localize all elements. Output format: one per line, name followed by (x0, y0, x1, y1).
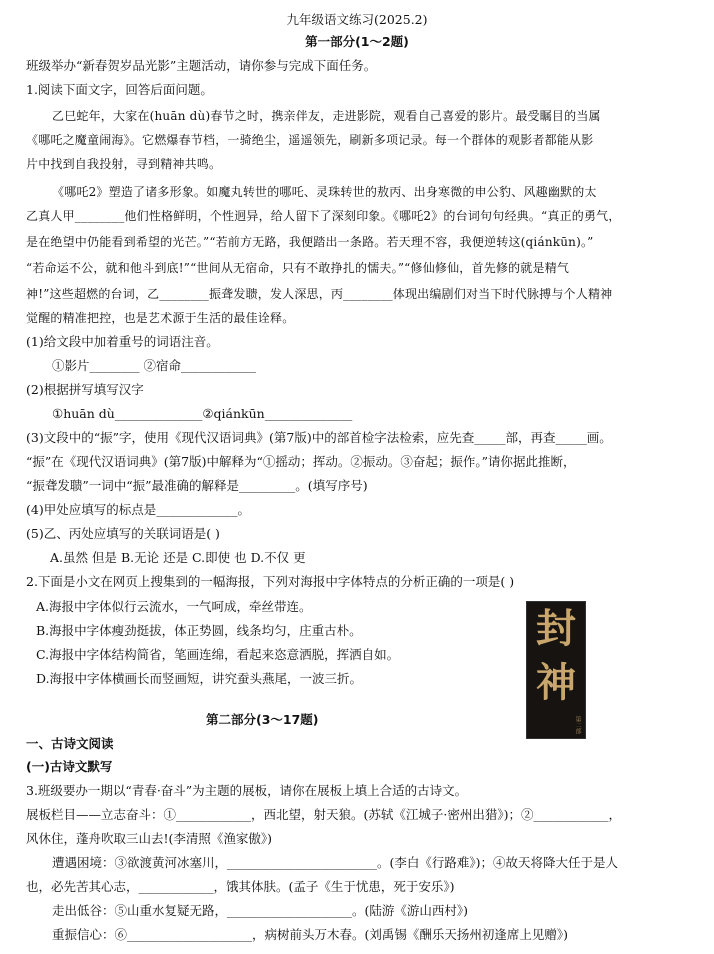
poster-subtitle: 第二部 (574, 716, 581, 734)
sub-question-1-blanks: ①影片________ ②宿命____________ (52, 358, 256, 373)
poster-char-2: 神 (536, 659, 576, 706)
poster-char-1: 封 (536, 605, 576, 652)
question-2-option-c: C.海报中字体结构简省，笔画连绵，看起来恣意洒脱，挥洒自如。 (36, 647, 400, 662)
sub-question-2: (2)根据拼写填写汉字 (26, 382, 144, 397)
activity-intro: 班级举办“新春贺岁品光影”主题活动，请你参与完成下面任务。 (26, 58, 377, 73)
part2-title: 第二部分(3～17题) (206, 712, 319, 727)
passage-line: 乙巳蛇年，大家在(huān dù)春节之时，携亲伴友，走进影院，观看自己喜爱的影片。最受瞩目的当属 (52, 109, 601, 123)
recitation-line: 走出低谷：⑤山重水复疑无路，____________________。(陆游《游山西村》) (52, 903, 469, 918)
question-2-option-d: D.海报中字体横画长而竖画短，讲究蚕头燕尾，一波三折。 (36, 671, 363, 686)
question-2-option-a: A.海报中字体似行云流水，一气呵成，牵丝带连。 (36, 599, 312, 614)
part1-title: 第一部分(1～2题) (305, 34, 409, 49)
recitation-line: 风休住，蓬舟吹取三山去!(李清照《渔家傲》) (26, 831, 273, 846)
passage-line: 片中找到自我投射，寻到精神共鸣。 (26, 157, 222, 171)
passage-line: 觉醒的精准把控，也是艺术源于生活的最佳诠释。 (26, 311, 295, 325)
sub-question-5-options: A.虽然 但是 B.无论 还是 C.即使 也 D.不仅 更 (50, 550, 306, 565)
question-2-stem: 2.下面是小文在网页上搜集到的一幅海报，下列对海报中字体特点的分析正确的一项是( ) (26, 574, 515, 589)
question-2-option-b: B.海报中字体瘦劲挺拔，体正势圆，线条均匀，庄重古朴。 (36, 623, 362, 638)
passage-line: 乙真人甲________他们性格鲜明，个性迥异，给人留下了深刻印象。《哪吒2》的台词句句经典。“真正的勇气， (26, 209, 621, 223)
passage-line: 《哪吒之魔童闹海》。它燃爆春节档，一骑绝尘，遥遥领先，刷新多项记录。每一个群体的观影者都能从影 (26, 133, 594, 147)
sub-question-3-line: “振”在《现代汉语词典》(第7版)中解释为“①摇动；挥动。②振动。③奋起；振作。”请你据此推断， (26, 454, 576, 469)
recitation-line: 也，必先苦其心志，____________，饿其体肤。(孟子《生于忧患，死于安乐》) (26, 879, 455, 894)
sub-question-4: (4)甲处应填写的标点是_____________。 (26, 502, 250, 517)
recitation-line: 遭遇困境：③欲渡黄河冰塞川，________________________。(李白《行路难》)；④故天将降大任于是人 (52, 855, 619, 870)
sub-question-2-blanks: ①huān dù______________②qiánkūn______________ (52, 406, 353, 421)
passage-line: “若命运不公，就和他斗到底!”“世间从无宿命，只有不敢挣扎的懦夫。”“修仙修仙，首先修的就是精气 (26, 261, 570, 275)
sub-question-5: (5)乙、丙处应填写的关联词语是( ) (26, 526, 220, 541)
recitation-line: 展板栏目——立志奋斗：①____________，西北望，射天狼。(苏轼《江城子·密州出猎》)；②____________， (26, 807, 621, 822)
sub-question-3-line: “振聋发聩”一词中“振”最准确的解释是_________。(填写序号) (26, 478, 368, 493)
sub-question-3-line: (3)文段中的“振”字，使用《现代汉语词典》(第7版)中的部首检字法检索，应先查_____部，再查_____画。 (26, 430, 612, 445)
sub-question-1: (1)给文段中加着重号的词语注音。 (26, 334, 219, 349)
section-title: 一、古诗文阅读 (26, 736, 114, 751)
passage-line: 神!”这些超燃的台词，乙________振聋发聩，发人深思，丙________体现出编剧们对当下时代脉搏与个人精神 (26, 287, 613, 301)
passage-line: 《哪吒2》塑造了诸多形象。如魔丸转世的哪吒、灵珠转世的敖丙、出身寒微的申公豹、风趣幽默的太 (52, 185, 597, 199)
question-3-stem: 3.班级要办一期以“青春·奋斗”为主题的展板，请你在展板上填上合适的古诗文。 (26, 783, 468, 798)
subsection-title: (一)古诗文默写 (26, 759, 113, 774)
exam-title: 九年级语文练习(2025.2) (286, 12, 428, 27)
question-1-stem: 1.阅读下面文字，回答后面问题。 (26, 82, 213, 97)
recitation-line: 重振信心：⑥____________________，病树前头万木春。(刘禹锡《酬乐天扬州初逢席上见赠》) (52, 927, 569, 942)
passage-line: 是在绝望中仍能看到希望的光芒。”“若前方无路，我便踏出一条路。若天理不容，我便逆转这(qiánkūn)。” (26, 235, 594, 249)
